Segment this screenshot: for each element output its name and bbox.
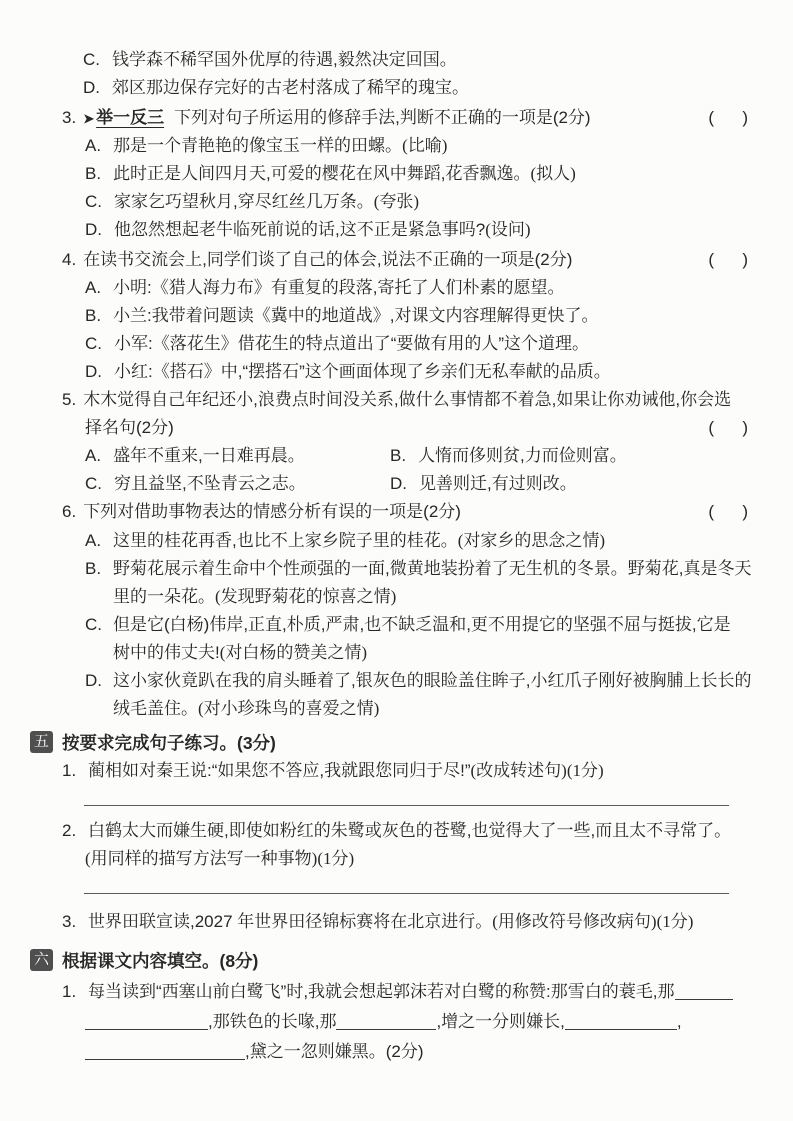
- option-note: (发现野菊花的惊喜之情): [215, 587, 397, 606]
- option-label: D.: [83, 78, 100, 97]
- q4-option-d: [0, 358, 793, 386]
- option-text: 小兰:我带着问题读《冀中的地道战》,对课文内容理解得更快了。: [113, 306, 599, 325]
- q3-option-b: [0, 160, 793, 188]
- option-text: 小红:《搭石》中,“摆搭石”这个画面体现了乡亲们无私奉献的品质。: [114, 362, 611, 381]
- s6-item-1-line3: [0, 1038, 793, 1066]
- section-6-header: [0, 945, 793, 975]
- q5-option-c: [85, 470, 390, 498]
- option-label: A.: [85, 446, 102, 465]
- option-text: 他忽然想起老牛临死前说的话,这不正是紧急事吗?: [114, 220, 486, 239]
- section-title: 根据课文内容填空。(8分): [62, 950, 259, 971]
- question-text: 下列对句子所运用的修辞手法,判断不正确的一项是(2分): [174, 108, 591, 127]
- s5-item-2-line2: [0, 845, 793, 873]
- option-text: 钱学森不稀罕国外优厚的待遇,毅然决定回国。: [112, 50, 457, 69]
- answer-bracket: ( ): [708, 250, 748, 269]
- question-4-stem: [0, 246, 793, 274]
- q6-option-d-line1: [0, 667, 793, 695]
- option-text: 但是它(白杨)伟岸,正直,朴质,严肃,也不缺乏温和,更不用提它的坚强不屈与挺拔,它是: [113, 615, 731, 634]
- section-title: 按要求完成句子练习。(3分): [62, 732, 276, 753]
- option-label: C.: [85, 615, 102, 634]
- option-note: (夸张): [373, 192, 420, 211]
- option-note: (对白杨的赞美之情): [219, 643, 368, 662]
- answer-line: [84, 893, 729, 894]
- fill-blank: [675, 984, 733, 1000]
- question-text: 木木觉得自己年纪还小,浪费点时间没关系,做什么事情都不着急,如果让你劝诫他,你会选: [83, 390, 732, 409]
- q6-option-b-line1: [0, 555, 793, 583]
- option-label: C.: [85, 192, 102, 211]
- s5-item-3: [0, 908, 793, 936]
- option-label: A.: [85, 278, 102, 297]
- prev-option-c: [0, 46, 793, 74]
- option-text: 绒毛盖住。: [113, 699, 198, 718]
- q6-option-c-line1: [0, 611, 793, 639]
- item-text: ,那铁色的长喙,那: [208, 1012, 337, 1031]
- item-text: 世界田联宣读,2027 年世界田径锦标赛将在北京进行。: [88, 912, 493, 931]
- option-text: 家家乞巧望秋月,穿尽红丝几万条。: [114, 192, 374, 211]
- question-text: 下列对借助事物表达的情感分析有误的一项是(2分): [83, 502, 461, 521]
- question-6-stem: [0, 498, 793, 526]
- item-text: ,: [676, 1012, 682, 1031]
- q4-option-c: [0, 330, 793, 358]
- option-text: 人惰而侈则贫,力而俭则富。: [418, 446, 627, 465]
- q6-option-b-line2: [0, 583, 793, 611]
- question-number: 5.: [62, 390, 77, 409]
- option-note: (设问): [485, 220, 531, 239]
- option-text: 这小家伙竟趴在我的肩头睡着了,银灰色的眼睑盖住眸子,小红爪子刚好被胸脯上长长的: [113, 671, 752, 690]
- answer-line: [84, 805, 729, 806]
- option-text: 盛年不重来,一日难再晨。: [113, 446, 305, 465]
- s5-item-2-line1: [0, 817, 793, 845]
- question-number: 3.: [62, 108, 77, 127]
- q3-option-c: [0, 188, 793, 216]
- item-number: 1.: [62, 761, 77, 780]
- option-label: C.: [83, 50, 100, 69]
- q4-option-a: [0, 274, 793, 302]
- fill-blank: [336, 1014, 436, 1030]
- option-text: 树中的伟丈夫!: [113, 643, 220, 662]
- s6-item-1-line1: [0, 978, 793, 1006]
- section-5-header: [0, 727, 793, 757]
- fill-blank: [85, 1044, 245, 1060]
- item-note: (用同样的描写方法写一种事物)(1分): [85, 849, 355, 868]
- option-label: B.: [85, 306, 102, 325]
- question-text: 择名句(2分): [85, 418, 174, 437]
- answer-bracket: ( ): [708, 502, 748, 521]
- option-label: B.: [85, 164, 102, 183]
- q6-option-c-line2: [0, 639, 793, 667]
- s6-item-1-line2: [0, 1008, 793, 1036]
- q5-option-a: [85, 442, 390, 470]
- item-text: 蔺相如对秦王说:“如果您不答应,我就跟您同归于尽!”: [88, 761, 471, 780]
- option-text: 里的一朵花。: [113, 587, 215, 606]
- q5-option-d: [390, 470, 577, 498]
- section-5-marker-badge: 五: [30, 731, 53, 753]
- q6-option-a: [0, 527, 793, 555]
- option-text: 此时正是人间四月天,可爱的樱花在风中舞蹈,花香飘逸。: [113, 164, 531, 183]
- option-text: 见善则迁,有过则改。: [419, 474, 577, 493]
- option-label: C.: [85, 474, 102, 493]
- option-label: D.: [85, 362, 102, 381]
- item-text: ,增之一分则嫌长,: [436, 1012, 565, 1031]
- q5-option-b: [390, 442, 627, 470]
- question-5-stem-line2: [0, 414, 793, 442]
- item-text: 每当读到“西塞山前白鹭飞”时,我就会想起郭沫若对白鹭的称赞:那雪白的蓑毛,那: [88, 982, 675, 1001]
- question-text: 在读书交流会上,同学们谈了自己的体会,说法不正确的一项是(2分): [83, 250, 573, 269]
- option-label: D.: [390, 474, 407, 493]
- option-text: 这里的桂花再香,也比不上家乡院子里的桂花。: [113, 531, 458, 550]
- question-5-stem-line1: [0, 386, 793, 414]
- option-label: D.: [85, 671, 102, 690]
- q3-option-a: [0, 132, 793, 160]
- prev-option-d: [0, 74, 793, 102]
- answer-bracket: ( ): [708, 108, 748, 127]
- q5-options-row1: [0, 442, 793, 470]
- q3-option-d: [0, 216, 793, 244]
- option-note: (对小珍珠鸟的喜爱之情): [198, 699, 380, 718]
- q6-option-d-line2: [0, 695, 793, 723]
- s5-item-1: [0, 757, 793, 785]
- item-text: 白鹤太大而嫌生硬,即使如粉红的朱鹭或灰色的苍鹭,也觉得大了一些,而且太不寻常了。: [88, 821, 732, 840]
- option-label: B.: [85, 559, 102, 578]
- item-number: 3.: [62, 912, 77, 931]
- item-note: (改成转述句)(1分): [470, 761, 604, 780]
- option-label: A.: [85, 136, 102, 155]
- question-3-stem: [0, 104, 793, 132]
- juyifansan-tag: ➤ 举一反三: [83, 108, 165, 127]
- section-6-marker-badge: 六: [30, 949, 53, 971]
- option-label: D.: [85, 220, 102, 239]
- question-number: 6.: [62, 502, 77, 521]
- fill-blank: [565, 1014, 677, 1030]
- option-label: A.: [85, 531, 102, 550]
- option-note: (拟人): [530, 164, 576, 183]
- option-label: C.: [85, 334, 102, 353]
- option-note: (比喻): [402, 136, 448, 155]
- item-number: 1.: [62, 982, 77, 1001]
- option-text: 穷且益坚,不坠青云之志。: [114, 474, 306, 493]
- item-text: ,黛之一忽则嫌黑。(2分): [245, 1042, 424, 1061]
- fill-blank: [85, 1014, 208, 1030]
- item-number: 2.: [62, 821, 77, 840]
- option-label: B.: [390, 446, 407, 465]
- q5-options-row2: [0, 470, 793, 498]
- arrow-icon: ➤: [83, 111, 95, 126]
- question-number: 4.: [62, 250, 77, 269]
- option-text: 小明:《猎人海力布》有重复的段落,寄托了人们朴素的愿望。: [113, 278, 565, 297]
- option-text: 野菊花展示着生命中个性顽强的一面,微黄地装扮着了无生机的冬景。野菊花,真是冬天: [113, 559, 752, 578]
- option-text: 小军:《落花生》借花生的特点道出了“要做有用的人”这个道理。: [114, 334, 590, 353]
- option-text: 郊区那边保存完好的古老村落成了稀罕的瑰宝。: [112, 78, 469, 97]
- q4-option-b: [0, 302, 793, 330]
- option-text: 那是一个青艳艳的像宝玉一样的田螺。: [113, 136, 403, 155]
- answer-bracket: ( ): [708, 418, 748, 437]
- option-note: (对家乡的思念之情): [457, 531, 606, 550]
- item-note: (用修改符号修改病句)(1分): [492, 912, 694, 931]
